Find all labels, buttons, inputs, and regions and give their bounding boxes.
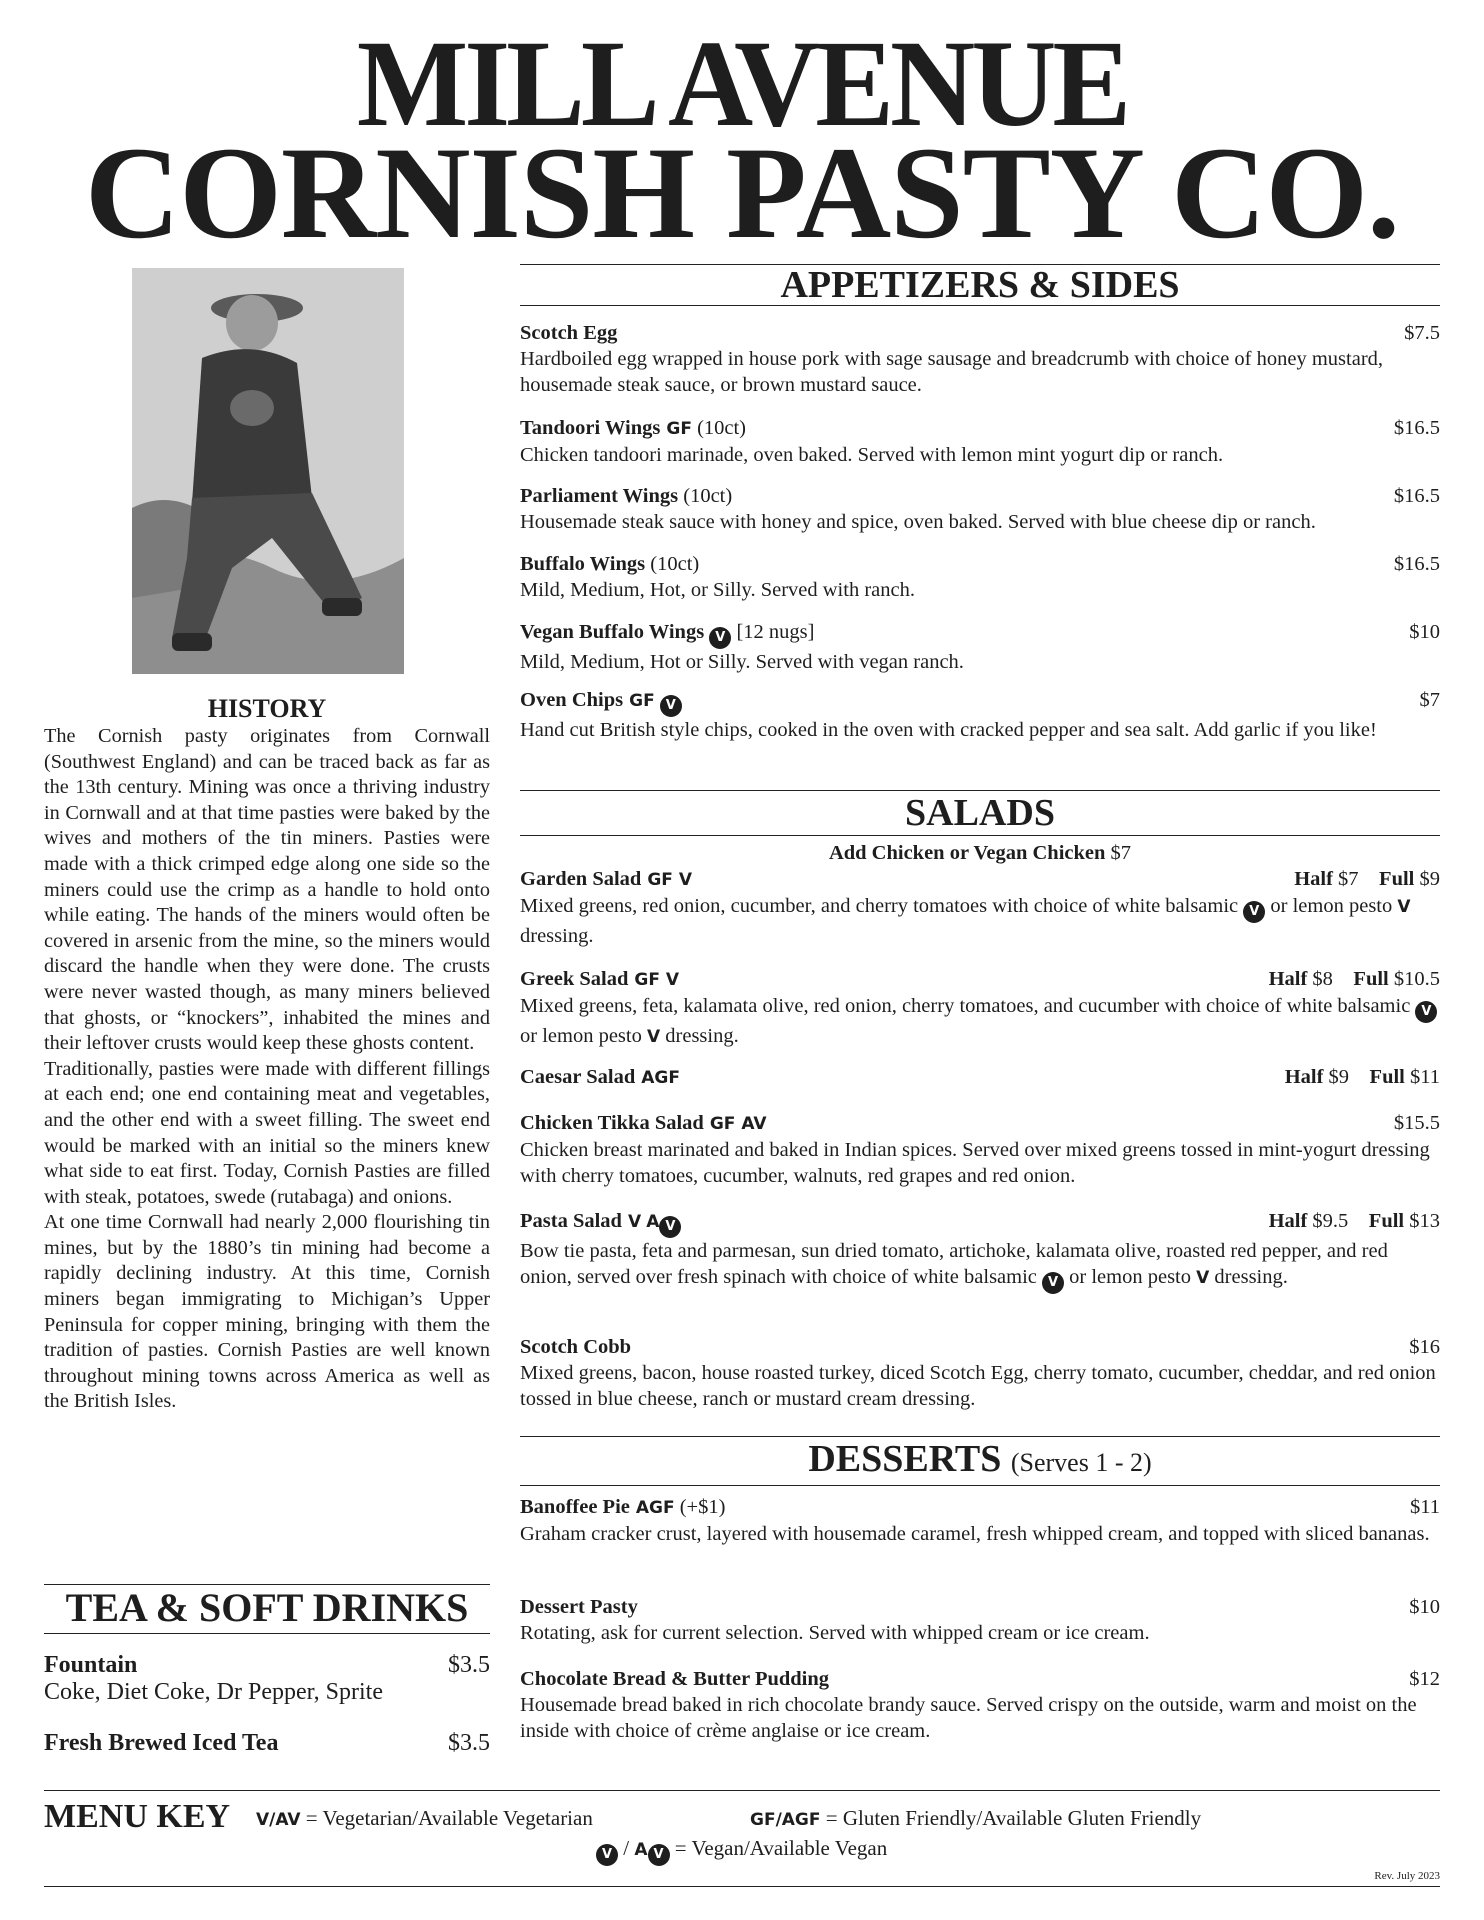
- key-vegetarian: [256, 1806, 593, 1831]
- vegan-icon: V: [596, 1844, 618, 1866]
- drink-price: $3.5: [448, 1652, 490, 1678]
- item-name: Oven Chips: [520, 689, 624, 711]
- full-price: $10.5: [1393, 968, 1440, 990]
- menu-item: [520, 1208, 1440, 1294]
- vegan-icon: V: [659, 1216, 681, 1238]
- menu-item: [520, 687, 1440, 743]
- desc-text: dressing.: [520, 925, 594, 947]
- tea-section-title: TEA & SOFT DRINKS: [44, 1584, 490, 1634]
- menu-item: [520, 1334, 1440, 1412]
- item-name: Vegan Buffalo Wings: [520, 621, 705, 643]
- item-name: Banoffee Pie: [520, 1496, 630, 1518]
- full-label: Full: [1353, 968, 1389, 990]
- item-desc: [520, 1238, 1440, 1294]
- desc-text: dressing.: [665, 1025, 739, 1047]
- half-label: Half: [1284, 1066, 1324, 1088]
- full-label: Full: [1369, 1066, 1405, 1088]
- dietary-tag: AGF: [635, 1498, 675, 1518]
- item-note: [12 nugs]: [736, 621, 815, 643]
- salad-addon: [520, 840, 1440, 866]
- appetizers-title: APPETIZERS & SIDES: [520, 264, 1440, 306]
- item-price: $10: [1409, 621, 1440, 643]
- item-name: Garden Salad: [520, 868, 642, 890]
- key-gluten: [750, 1806, 1201, 1831]
- dietary-tag: V: [627, 1212, 642, 1232]
- restaurant-name-line1: MILL AVENUE: [356, 14, 1128, 153]
- menu-key-title: MENU KEY: [44, 1798, 231, 1835]
- desc-text: or: [1270, 895, 1288, 917]
- history-text: [44, 724, 490, 1415]
- item-desc: [520, 893, 1440, 949]
- menu-item: [520, 1666, 1440, 1744]
- item-desc: Mixed greens, bacon, house roasted turkey, diced Scotch Egg, cherry tomato, cucumber, cheddar, and red onion tossed in blue cheese, ranch or mustard cream dressing.: [520, 1362, 1436, 1410]
- vegan-icon: V: [648, 1844, 670, 1866]
- history-title: HISTORY: [207, 694, 327, 723]
- dietary-tag: GF V: [647, 870, 692, 890]
- item-desc: Graham cracker crust, layered with housemade caramel, fresh whipped cream, and topped with sliced bananas.: [520, 1523, 1430, 1545]
- full-price: $9: [1419, 868, 1440, 890]
- miner-photo: [132, 268, 404, 674]
- key-separator: /: [623, 1836, 630, 1860]
- dietary-tag: GF V: [634, 970, 680, 990]
- dietary-tag: AGF: [641, 1068, 680, 1088]
- addon-label: Add Chicken or Vegan Chicken: [828, 842, 1106, 864]
- available-vegan-prefix: A: [634, 1840, 648, 1860]
- half-label: Half: [1294, 868, 1333, 890]
- key-text: = Vegetarian/Available Vegetarian: [305, 1806, 593, 1830]
- item-price: $16.5: [1393, 485, 1440, 507]
- desserts-header: [520, 1436, 1440, 1486]
- dietary-tag: GF: [666, 419, 692, 439]
- item-price: $16.5: [1393, 553, 1440, 575]
- history-paragraph: Traditionally, pasties were made with different fillings at each end; one end containing meat and vegetables, and the other end with a sweet filling. The sweet end would be marked with an initial so the miners knew what side to eat first. Today, Cornish Pasties are filled with steak, potatoes, swede (rutabaga) and onions.: [44, 1057, 490, 1208]
- item-name: Greek Salad: [520, 968, 629, 990]
- full-price: $13: [1409, 1210, 1440, 1232]
- item-price: $16: [1409, 1336, 1440, 1358]
- vegan-icon: V: [709, 627, 731, 649]
- menu-item: [520, 1110, 1440, 1189]
- menu-item: [520, 320, 1440, 398]
- item-name: Parliament Wings: [520, 485, 679, 507]
- item-name: Buffalo Wings: [520, 553, 646, 575]
- desc-text: Bow tie pasta, feta and parmesan, sun dried tomato, artichoke, kalamata olive, roasted red pepper, and red onion, served over fresh spinach with choice of white balsamic: [520, 1240, 1388, 1288]
- drink-item: [44, 1652, 490, 1706]
- item-desc: Housemade bread baked in rich chocolate brandy sauce. Served crispy on the outside, warm and moist on the inside with choice of crème anglaise or ice cream.: [520, 1694, 1417, 1742]
- item-price: $11: [1410, 1496, 1440, 1518]
- item-name: Caesar Salad: [520, 1066, 636, 1088]
- item-desc: Mild, Medium, Hot or Silly. Served with vegan ranch.: [520, 651, 964, 673]
- restaurant-name-line2: CORNISH PASTY CO.: [84, 119, 1400, 266]
- item-desc: Mild, Medium, Hot, or Silly. Served with ranch.: [520, 579, 915, 601]
- drink-desc: Coke, Diet Coke, Dr Pepper, Sprite: [44, 1679, 383, 1705]
- desc-text: or lemon pesto: [520, 1025, 642, 1047]
- full-label: Full: [1368, 1210, 1405, 1232]
- item-desc: Hardboiled egg wrapped in house pork with sage sausage and breadcrumb with choice of honey mustard, housemade steak sauce, or brown mustard sauce.: [520, 348, 1384, 396]
- item-price: $10: [1409, 1596, 1440, 1618]
- menu-item: [520, 1494, 1440, 1547]
- vegetarian-tag: V: [1196, 1268, 1210, 1288]
- key-symbols: GF/AGF: [750, 1810, 821, 1830]
- item-note: (10ct): [683, 485, 733, 507]
- menu-item: [520, 966, 1440, 1050]
- key-vegan: [596, 1836, 887, 1866]
- item-price: $7: [1419, 689, 1440, 711]
- item-price: $15.5: [1393, 1112, 1440, 1134]
- menu-item: [520, 551, 1440, 603]
- menu-item: [520, 1064, 1440, 1091]
- desc-text: or lemon pesto: [1069, 1266, 1191, 1288]
- vegan-icon: V: [1415, 1001, 1437, 1023]
- desc-text: lemon pesto: [1292, 895, 1393, 917]
- item-price: $16.5: [1393, 417, 1440, 439]
- dietary-tag: GF: [629, 691, 655, 711]
- history-paragraph: The Cornish pasty originates from Cornwall (Southwest England) and can be traced back as far as the 13th century. Mining was once a thriving industry in Cornwall and at that time pasties were baked by the wives and mothers of the tin miners. Pasties were made with a thick crimped edge along one side so the miners could use the crimp as a handle to hold onto while eating. The hands of the miners would often be covered in arsenic from the mine, so the miners would discard the handle when they were done. The crusts were never wasted though, as many miners believed that ghosts, or “knockers”, inhabited the mines and their leftover crusts would keep these ghosts content.: [44, 725, 490, 1055]
- key-text: = Gluten Friendly/Available Gluten Friendly: [825, 1806, 1202, 1830]
- item-name: Chicken Tikka Salad: [520, 1112, 704, 1134]
- half-label: Half: [1268, 968, 1308, 990]
- salads-title: SALADS: [520, 790, 1440, 836]
- item-price: $7.5: [1404, 322, 1440, 344]
- menu-item: [520, 1594, 1440, 1646]
- divider: [44, 1886, 1440, 1887]
- key-text: = Vegan/Available Vegan: [674, 1836, 888, 1860]
- drink-item: [44, 1730, 490, 1757]
- vegan-icon: V: [1042, 1272, 1064, 1294]
- drink-price: $3.5: [448, 1730, 490, 1756]
- item-name: Pasta Salad: [520, 1210, 622, 1232]
- drink-name: Fountain: [44, 1652, 138, 1678]
- half-price: $8: [1312, 968, 1333, 990]
- half-price: $9: [1328, 1066, 1350, 1088]
- vegetarian-tag: V: [646, 1027, 661, 1047]
- item-desc: Hand cut British style chips, cooked in the oven with cracked pepper and sea salt. Add garlic if you like!: [520, 719, 1377, 741]
- vegan-icon: V: [660, 695, 682, 717]
- desc-text: Mixed greens, feta, kalamata olive, red onion, cherry tomatoes, and cucumber with choice of white balsamic: [520, 995, 1411, 1017]
- divider: [44, 1790, 1440, 1791]
- half-price: $9.5: [1312, 1210, 1349, 1232]
- menu-item: [520, 415, 1440, 468]
- item-price: $12: [1409, 1668, 1440, 1690]
- addon-price: $7: [1110, 842, 1132, 864]
- available-vegan-prefix: A: [646, 1212, 660, 1232]
- revision-date: Rev. July 2023: [1374, 1870, 1440, 1882]
- menu-item: [520, 866, 1440, 949]
- item-desc: Housemade steak sauce with honey and spice, oven baked. Served with blue cheese dip or ranch.: [520, 511, 1316, 533]
- item-note: (10ct): [697, 417, 747, 439]
- item-desc: Chicken breast marinated and baked in Indian spices. Served over mixed greens tossed in mint-yogurt dressing with cherry tomatoes, cucumber, walnuts, red grapes and red onion.: [520, 1139, 1430, 1187]
- item-name: Dessert Pasty: [520, 1596, 638, 1618]
- dietary-tag: GF AV: [709, 1114, 767, 1134]
- item-note: (+$1): [679, 1496, 726, 1518]
- vegan-icon: V: [1243, 901, 1265, 923]
- menu-item: [520, 483, 1440, 535]
- vegetarian-tag: V: [1397, 897, 1411, 917]
- menu-item: [520, 619, 1440, 675]
- item-desc: Rotating, ask for current selection. Served with whipped cream or ice cream.: [520, 1622, 1150, 1644]
- full-price: $11: [1410, 1066, 1440, 1088]
- desserts-title: DESSERTS: [808, 1438, 1002, 1480]
- history-paragraph: At one time Cornwall had nearly 2,000 flourishing tin mines, but by the 1880’s tin mining had become a rapidly declining industry. At this time, Cornish miners began immigrating to Michigan’s Upper Peninsula for copper mining, bringing with them the tradition of pasties. Cornish Pasties are well known throughout mining towns across America as well as the British Isles.: [44, 1211, 490, 1413]
- item-desc: Chicken tandoori marinade, oven baked. Served with lemon mint yogurt dip or ranch.: [520, 444, 1224, 466]
- desserts-subtitle: (Serves 1 - 2): [1010, 1448, 1152, 1477]
- item-name: Tandoori Wings: [520, 417, 661, 439]
- item-desc: [520, 993, 1440, 1050]
- item-name: Scotch Cobb: [520, 1336, 632, 1358]
- item-name: Chocolate Bread & Butter Pudding: [520, 1668, 830, 1690]
- full-label: Full: [1379, 868, 1415, 890]
- desc-text: dressing.: [1214, 1266, 1288, 1288]
- half-label: Half: [1268, 1210, 1308, 1232]
- desc-text: Mixed greens, red onion, cucumber, and cherry tomatoes with choice of white balsamic: [520, 895, 1239, 917]
- item-name: Scotch Egg: [520, 322, 618, 344]
- half-price: $7: [1338, 868, 1359, 890]
- key-symbols: V/AV: [256, 1810, 301, 1830]
- drink-name: Fresh Brewed Iced Tea: [44, 1730, 279, 1756]
- item-note: (10ct): [650, 553, 700, 575]
